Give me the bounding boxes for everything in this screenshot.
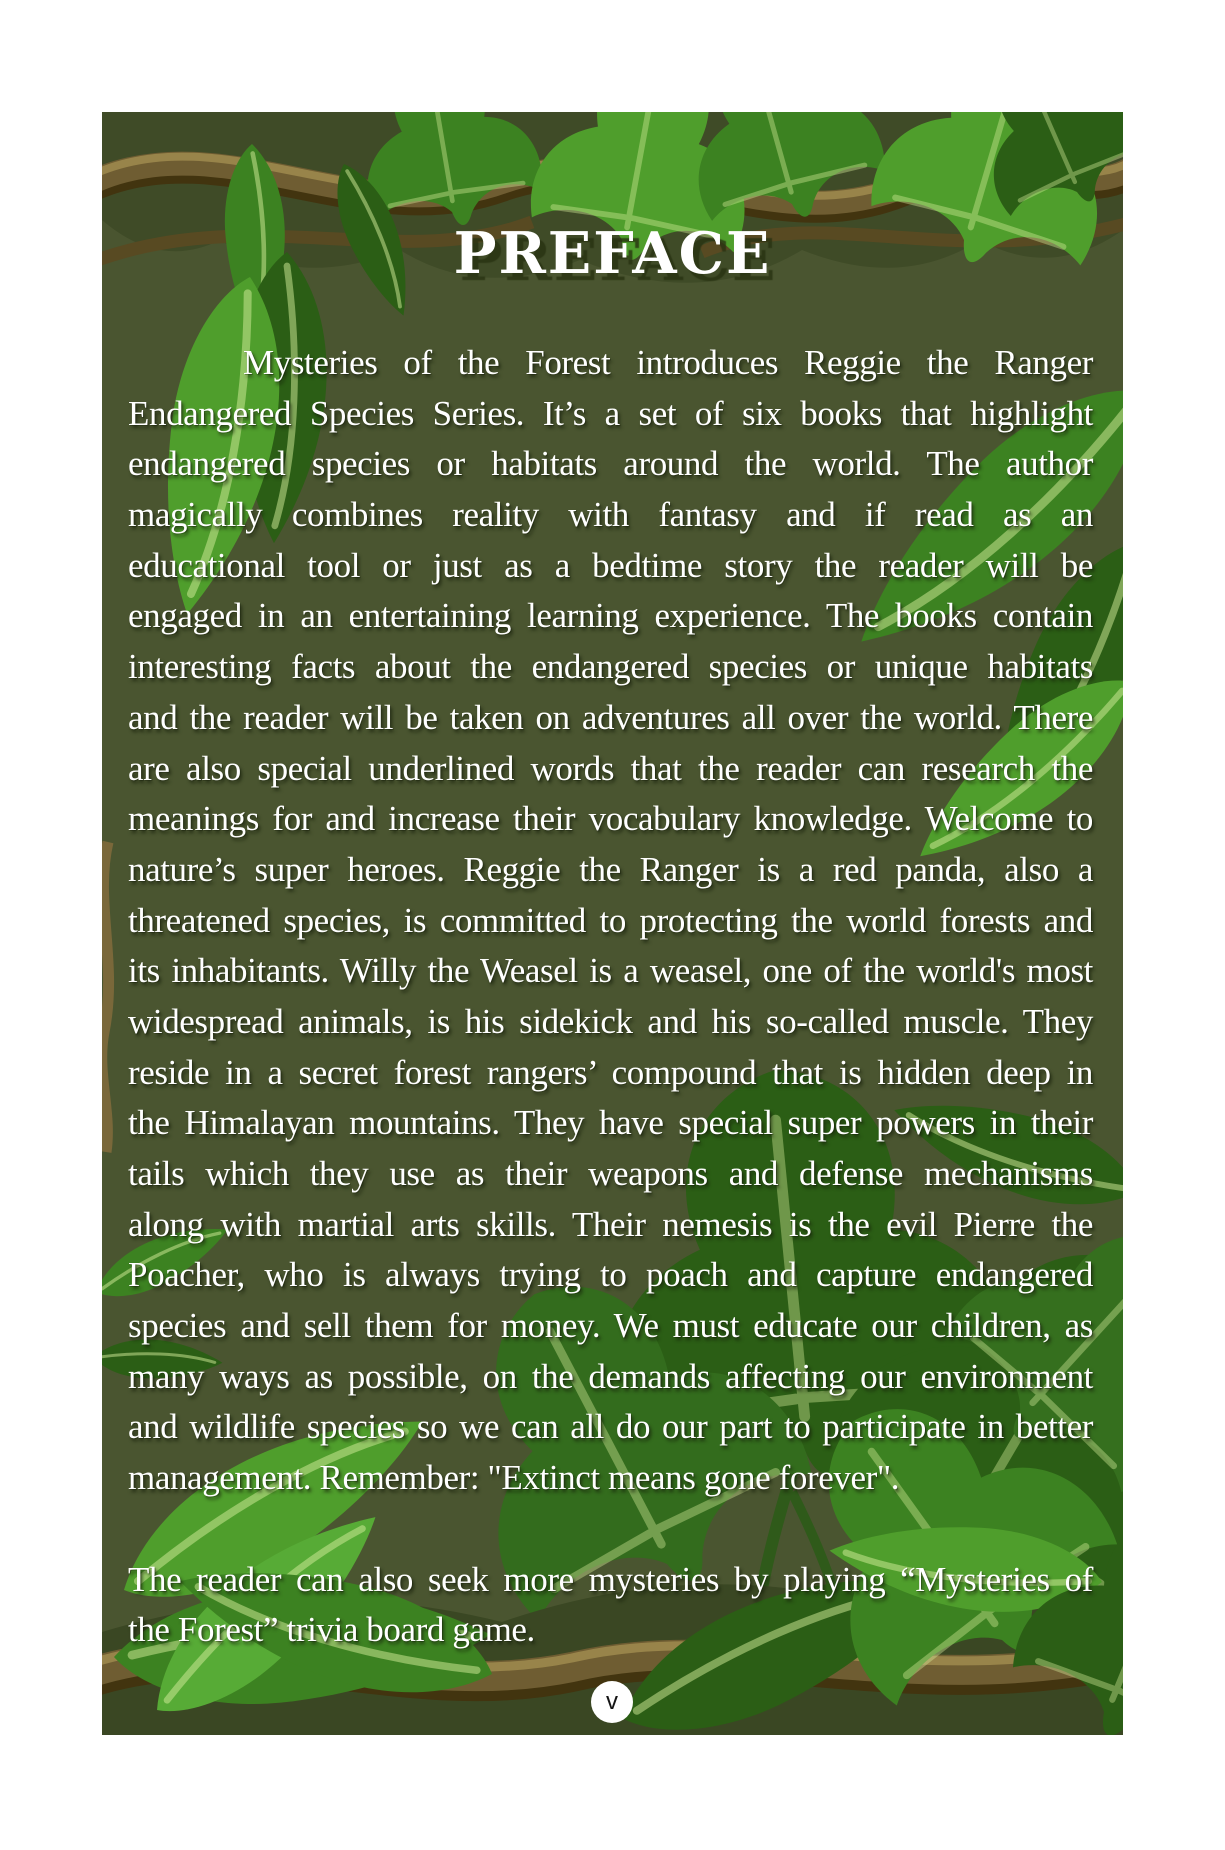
body-line: tails which they use as their weapons and defense mechanisms bbox=[128, 1154, 1093, 1193]
body-line: threatened species, is committed to protecting the world forests and bbox=[128, 900, 1093, 940]
body-line: endangered species or habitats around the world. The author bbox=[128, 444, 1093, 484]
body-line: Poacher, who is always trying to poach and capture endangered bbox=[128, 1255, 1093, 1295]
body-line: The reader can also seek more mysteries by playing “Mysteries of bbox=[128, 1559, 1093, 1599]
body-line: the Himalayan mountains. They have special super powers in their bbox=[128, 1103, 1093, 1143]
body-line: magically combines reality with fantasy and if read as an bbox=[128, 495, 1093, 535]
body-line: engaged in an entertaining learning experience. The books contain bbox=[128, 596, 1093, 636]
body-line: reside in a secret forest rangers’ compound that is hidden deep in bbox=[128, 1052, 1093, 1092]
body-line: Endangered Species Series. It’s a set of six books that highlight bbox=[128, 393, 1093, 433]
body-line: nature’s super heroes. Reggie the Ranger is a red panda, also a bbox=[128, 849, 1093, 889]
body-line: many ways as possible, on the demands affecting our environment bbox=[128, 1356, 1093, 1396]
body-line: its inhabitants. Willy the Weasel is a weasel, one of the world's most bbox=[128, 951, 1093, 991]
body-line: management. Remember: "Extinct means gone forever". bbox=[128, 1458, 900, 1498]
body-line: Mysteries of the Forest introduces Reggie the Ranger bbox=[243, 343, 1093, 382]
body-line: species and sell them for money. We must educate our children, as bbox=[128, 1306, 1093, 1346]
body-line: are also special underlined words that the reader can research the bbox=[128, 748, 1093, 788]
paragraph-gap bbox=[128, 1504, 1093, 1555]
book-page bbox=[102, 112, 1123, 1735]
preface-body-text bbox=[128, 338, 1093, 1656]
body-line: educational tool or just as a bedtime story the reader will be bbox=[128, 545, 1093, 585]
body-line: along with martial arts skills. Their nemesis is the evil Pierre the bbox=[128, 1204, 1093, 1244]
page-number-label: v bbox=[606, 1688, 618, 1715]
body-line: the Forest” trivia board game. bbox=[128, 1610, 535, 1650]
body-line: widespread animals, is his sidekick and his so-called muscle. They bbox=[128, 1001, 1093, 1041]
page-title: PREFACE bbox=[453, 219, 772, 287]
body-line: and wildlife species so we can all do our part to participate in better bbox=[128, 1407, 1093, 1447]
body-line: interesting facts about the endangered species or unique habitats bbox=[128, 647, 1093, 687]
body-line: and the reader will be taken on adventures all over the world. There bbox=[128, 697, 1093, 737]
vine bbox=[102, 842, 109, 1152]
body-line: meanings for and increase their vocabulary knowledge. Welcome to bbox=[128, 799, 1093, 839]
page-number-badge bbox=[591, 1681, 633, 1723]
